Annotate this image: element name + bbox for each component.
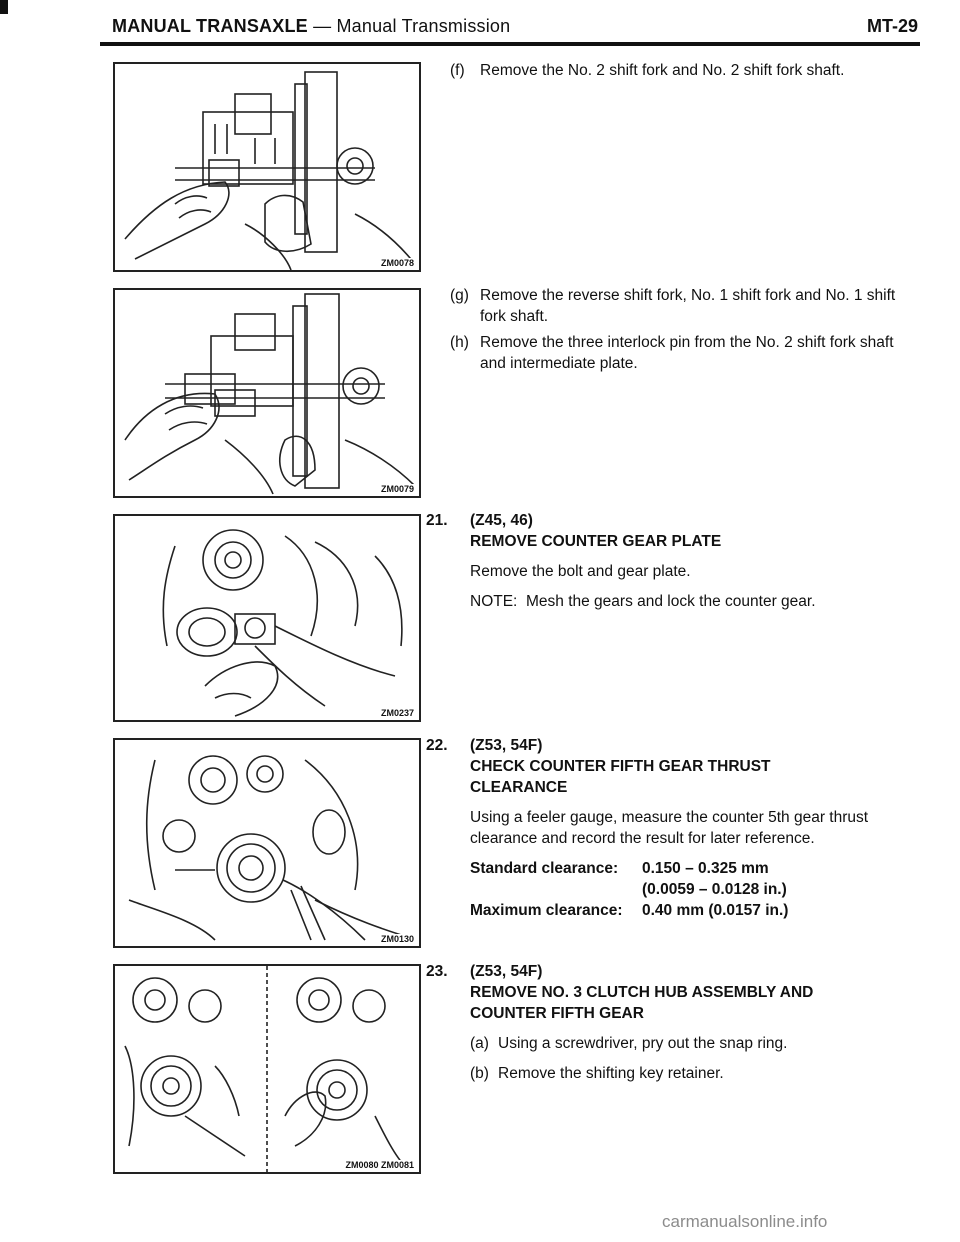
step-label: (h) — [450, 334, 469, 351]
figure-zm0080-zm0081 — [113, 964, 421, 1174]
spec-value-imperial: (0.0059 – 0.0128 in.) — [642, 881, 787, 898]
note — [470, 591, 926, 612]
sub-label: (b) — [470, 1065, 489, 1082]
figure-zm0079 — [113, 288, 421, 498]
sub-text: Using a screwdriver, pry out the snap ring. — [498, 1035, 788, 1052]
page-header — [100, 12, 920, 46]
spec-label: Maximum clearance: — [470, 902, 623, 919]
section-21 — [426, 510, 926, 612]
figure-code: ZM0237 — [380, 708, 414, 718]
header-title-rest: — Manual Transmission — [307, 16, 511, 36]
section-title-line2: COUNTER FIFTH GEAR — [470, 1005, 644, 1022]
section-title-line1: REMOVE NO. 3 CLUTCH HUB ASSEMBLY AND — [470, 984, 814, 1001]
counter-gear-plate-illustration-icon — [115, 516, 419, 720]
figure-code: ZM0079 — [380, 484, 414, 494]
figure-code: ZM0080 ZM0081 — [345, 1160, 414, 1170]
watermark: carmanualsonline.info — [662, 1212, 828, 1231]
figure-code: ZM0130 — [380, 934, 414, 944]
section-number: 21. — [426, 512, 448, 529]
section-body: Using a feeler gauge, measure the counter 5th gear thrust clearance and record the result for later reference. — [470, 809, 869, 847]
feeler-gauge-illustration-icon — [115, 740, 419, 946]
reverse-shift-fork-illustration-icon — [115, 290, 419, 496]
sub-item-b — [470, 1063, 926, 1084]
section-body: Remove the bolt and gear plate. — [470, 563, 691, 580]
note-label: NOTE: — [470, 593, 518, 610]
sub-label: (a) — [470, 1035, 489, 1052]
section-title: REMOVE COUNTER GEAR PLATE — [470, 533, 722, 550]
spec-value: 0.40 mm (0.0157 in.) — [642, 902, 789, 919]
note-text: Mesh the gears and lock the counter gear. — [526, 593, 816, 610]
figure-zm0130 — [113, 738, 421, 948]
spec-row-standard — [470, 858, 926, 900]
step-label: (f) — [450, 62, 465, 79]
snap-ring-removal-illustration-icon — [115, 966, 419, 1172]
step-g — [450, 285, 920, 327]
step-text: Remove the three interlock pin from the No. 2 shift fork shaft and intermediate plate. — [480, 334, 894, 372]
section-number: 23. — [426, 963, 448, 980]
page-number: MT-29 — [866, 16, 918, 36]
step-f — [450, 60, 920, 81]
figure-zm0078 — [113, 62, 421, 272]
section-23 — [426, 961, 926, 1084]
shift-fork-removal-illustration-icon — [115, 64, 419, 270]
sub-item-a — [470, 1033, 926, 1054]
section-title-line1: CHECK COUNTER FIFTH GEAR THRUST — [470, 758, 771, 775]
corner-mark — [0, 0, 8, 14]
figure-code: ZM0078 — [380, 258, 414, 268]
sub-text: Remove the shifting key retainer. — [498, 1065, 724, 1082]
section-title-line2: CLEARANCE — [470, 779, 568, 796]
section-ref: (Z53, 54F) — [470, 737, 543, 754]
spec-label: Standard clearance: — [470, 860, 619, 877]
figure-zm0237 — [113, 514, 421, 722]
section-ref: (Z53, 54F) — [470, 963, 543, 980]
header-title — [112, 16, 510, 37]
spec-value: 0.150 – 0.325 mm — [642, 860, 769, 877]
step-h — [450, 332, 920, 374]
section-22 — [426, 735, 926, 921]
step-label: (g) — [450, 287, 469, 304]
step-text: Remove the No. 2 shift fork and No. 2 shift fork shaft. — [480, 62, 845, 79]
section-number: 22. — [426, 737, 448, 754]
section-ref: (Z45, 46) — [470, 512, 533, 529]
header-title-bold: MANUAL TRANSAXLE — [112, 16, 308, 36]
spec-row-maximum — [470, 900, 926, 921]
step-text: Remove the reverse shift fork, No. 1 shift fork and No. 1 shift fork shaft. — [480, 287, 896, 325]
clearance-specs — [470, 858, 926, 921]
